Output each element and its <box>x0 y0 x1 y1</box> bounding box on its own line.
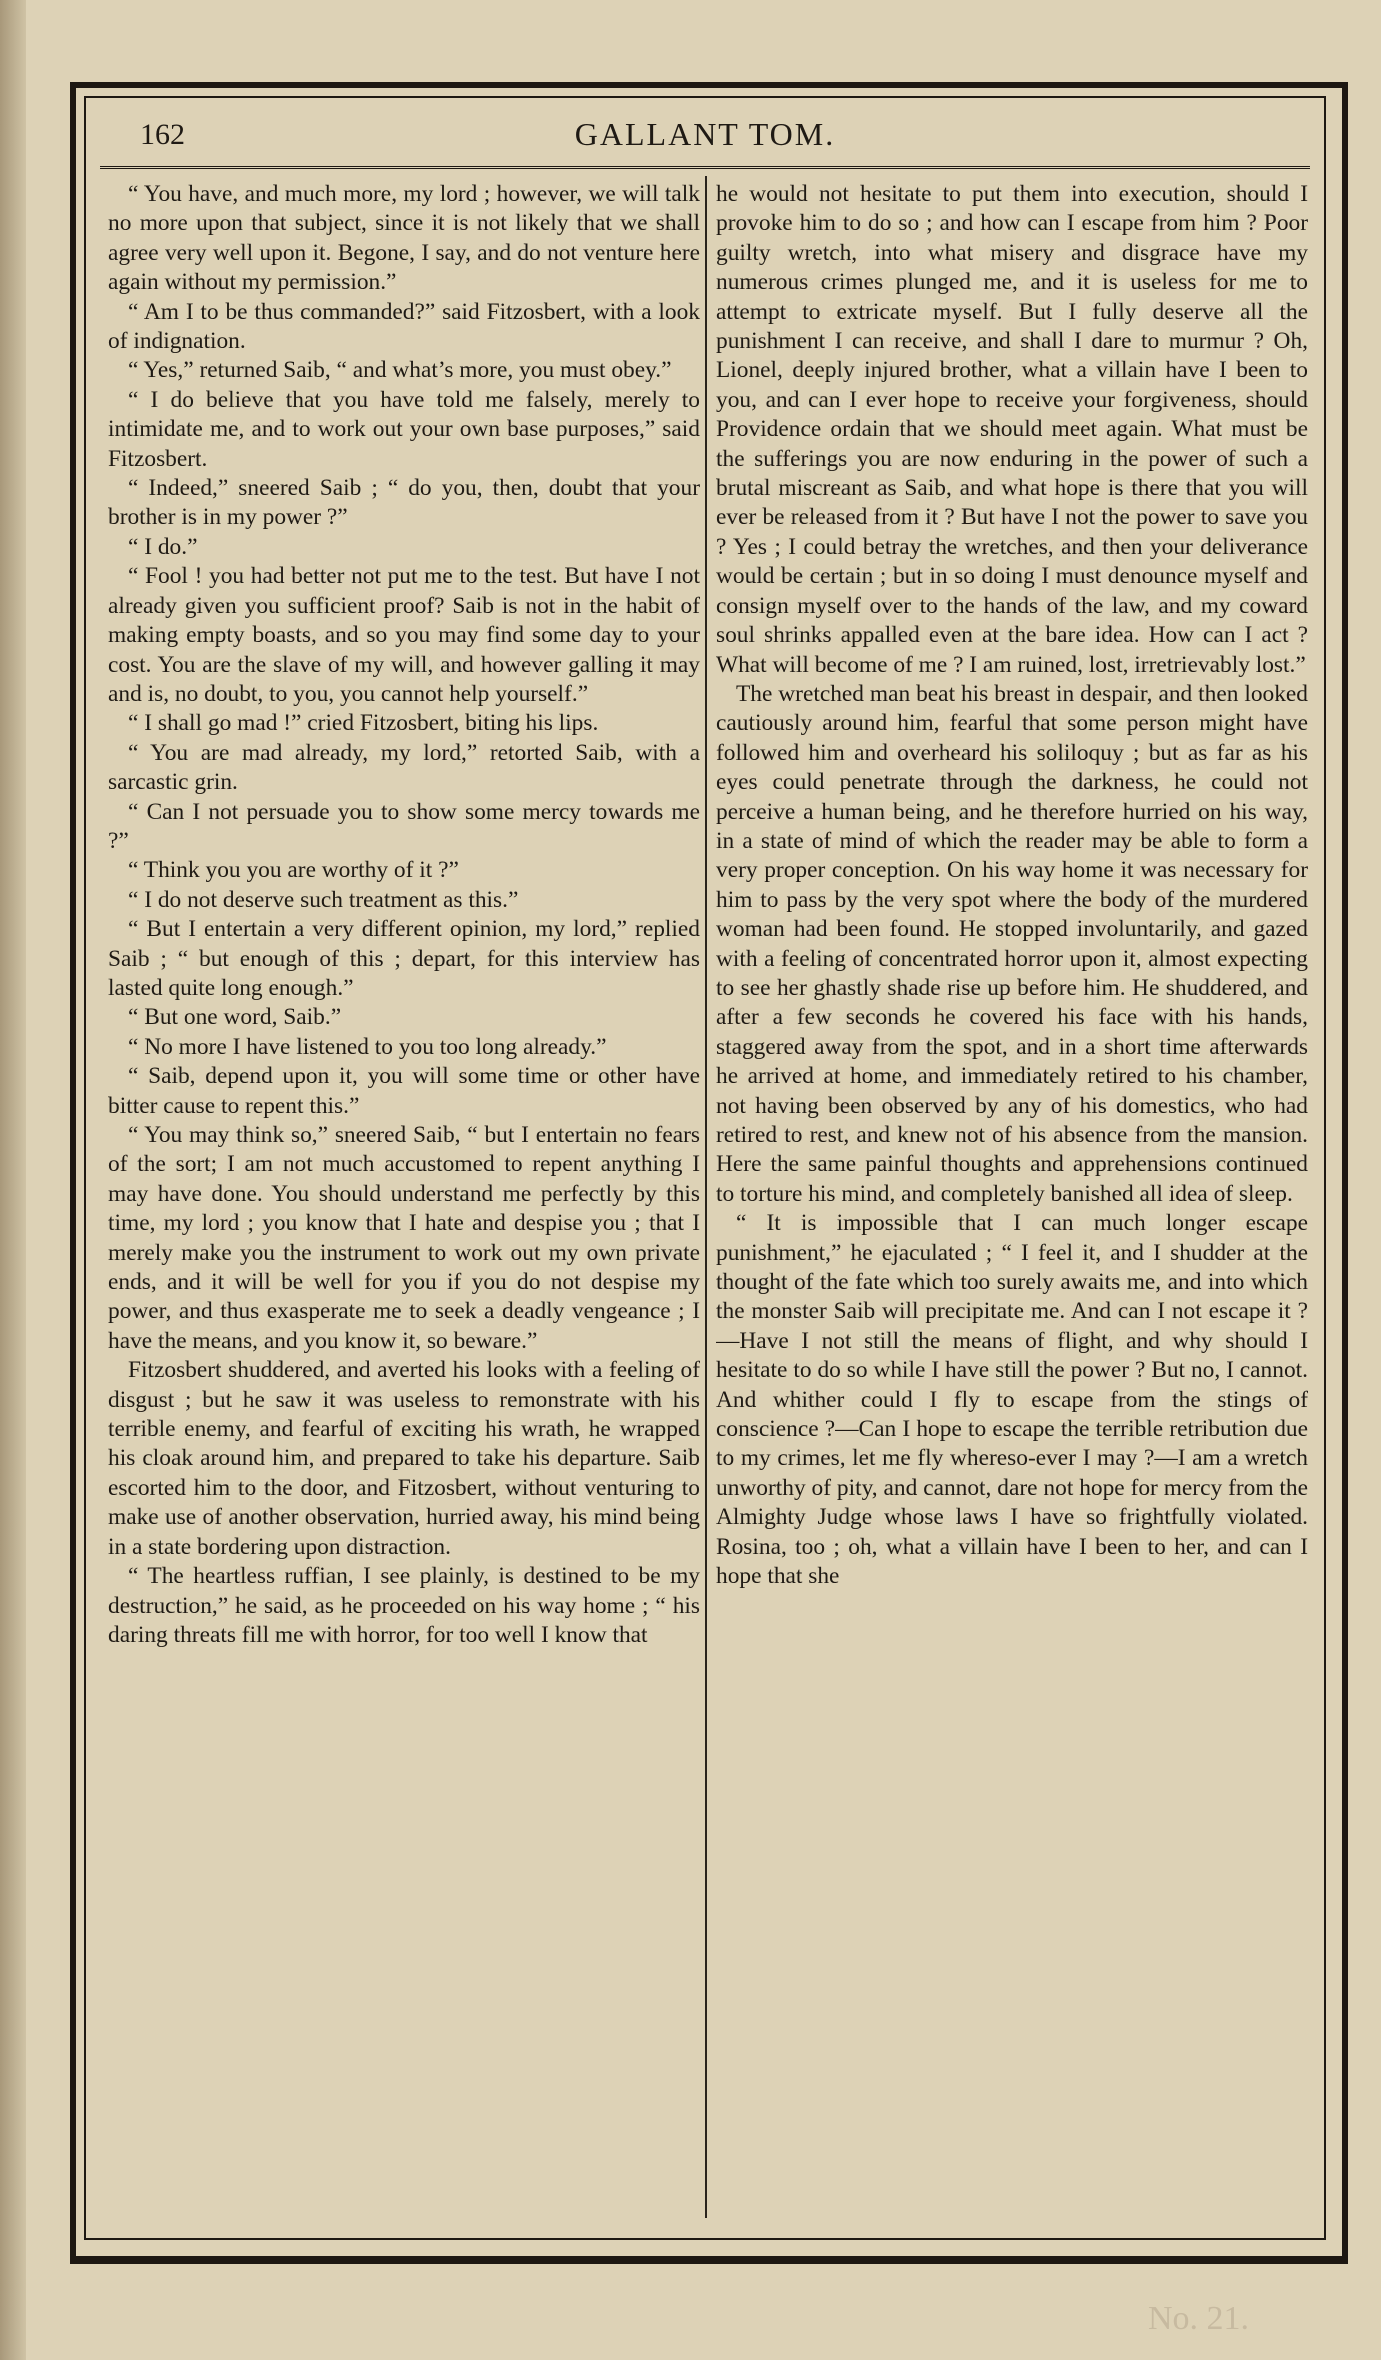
faded-stamp: No. 21. <box>1148 2300 1250 2337</box>
paragraph: “ You are mad already, my lord,” retorted Saib, with a sarcastic grin. <box>108 739 700 796</box>
paragraph: “ Am I to be thus commanded?” said Fitzosbert, with a look of indignation. <box>108 298 700 355</box>
running-head: GALLANT TOM. <box>574 116 836 152</box>
book-spine-edge <box>0 0 26 2360</box>
paragraph: “ But I entertain a very different opinion, my lord,” replied Saib ; “ but enough of this ; depart, for this interview has lasted quite long enough.” <box>108 916 700 1001</box>
page-header <box>100 112 1310 169</box>
text-column-left <box>108 180 700 2210</box>
paragraph: “ You may think so,” sneered Saib, “ but I entertain no fears of the sort; I am not much accustomed to repent anything I may have done. You should understand me perfectly by this time, my lord ; you know that I hate and despise you ; that I merely make you the instrument to work out my own private ends, and it will be well for you if you do not despise my power, and thus exasperate me to seek a deadly vengeance ; I have the means, and you know it, so beware.” <box>108 1122 700 1354</box>
paragraph: “ Yes,” returned Saib, “ and what’s more, you must obey.” <box>128 357 672 384</box>
footer-rule <box>70 2262 1348 2264</box>
paragraph: “ Fool ! you had better not put me to the test. But have I not already given you sufficient proof? Saib is not in the habit of making empty boasts, and so you may find some day to your cost. You are the slave of my will, and however galling it may and is, no doubt, to you, you cannot help yourself.” <box>108 563 700 707</box>
paragraph: “ Indeed,” sneered Saib ; “ do you, then, doubt that your brother is in my power ?” <box>108 475 700 531</box>
paragraph: “ But one word, Saib.” <box>128 1004 342 1031</box>
paragraph: “ I do.” <box>128 533 198 560</box>
paragraph: “ You have, and much more, my lord ; however, we will talk no more upon that subject, since it is not likely that we shall agree very well upon it. Begone, I say, and do not venture here again without my permission.” <box>108 181 700 296</box>
paragraph: “ The heartless ruffian, I see plainly, is destined to be my destruction,” he said, as he proceeded on his way home ; “ his daring threats fill me with horror, for too well I know that <box>108 1563 700 1648</box>
paragraph: The wretched man beat his breast in despair, and then looked cautiously around him, fearful that some person might have followed him and overheard his soliloquy ; but as far as his eyes could penetrate through the darkness, he could not perceive a human being, and he therefore hurried on his way, in a state of mind of which the reader may be able to form a very proper conception. On his way home it was necessary for him to pass by the very spot where the body of the murdered woman had been found. He stopped involuntarily, and gazed with a feeling of concentrated horror upon it, almost expecting to see her ghastly shade rise up before him. He shuddered, and after a few seconds he covered his face with his hands, staggered away from the spot, and in a short time afterwards he arrived at home, and immediately retired to his chamber, not having been observed by any of his domestics, who had retired to rest, and knew not of his absence from the mansion. Here the same painful thoughts and apprehensions continued to torture his mind, and completely banished all idea of sleep. <box>716 680 1308 1207</box>
paragraph: “ I shall go mad !” cried Fitzosbert, biting his lips. <box>128 710 599 737</box>
paragraph: “ I do not deserve such treatment as this.” <box>128 886 519 913</box>
paragraph: “ Can I not persuade you to show some mercy towards me ?” <box>108 798 700 854</box>
paragraph: “ No more I have listened to you too long already.” <box>128 1033 607 1060</box>
paragraph: Fitzosbert shuddered, and averted his looks with a feeling of disgust ; but he saw it was useless to remonstrate with his terrible enemy, and fearful of exciting his wrath, he wrapped his cloak around him, and prepared to take his departure. Saib escorted him to the door, and Fitzosbert, without venturing to make use of another observation, hurried away, his mind being in a state bordering upon distraction. <box>108 1357 700 1560</box>
paragraph: “ Think you you are worthy of it ?” <box>128 857 459 884</box>
text-column-right <box>716 180 1308 2210</box>
paragraph: he would not hesitate to put them into execution, should I provoke him to do so ; and how can I escape from him ? Poor guilty wretch, into what misery and disgrace have my numerous crimes plunged me, and it is useless for me to attempt to extricate myself. But I fully deserve all the punishment I can receive, and shall I dare to murmur ? Oh, Lionel, deeply injured brother, what a villain have I been to you, and can I ever hope to receive your forgiveness, should Providence ordain that we should meet again. What must be the sufferings you are now enduring in the power of such a brutal miscreant as Saib, and what hope is there that you will ever be released from it ? But have I not the power to save you ? Yes ; I could betray the wretches, and then your deliverance would be certain ; but in so doing I must denounce myself and consign myself over to the hands of the law, and my coward soul shrinks appalled even at the bare idea. How can I act ? What will become of me ? I am ruined, lost, irretrievably lost.” <box>716 181 1308 678</box>
column-divider <box>705 176 707 2218</box>
paragraph: “ Saib, depend upon it, you will some time or other have bitter cause to repent this.” <box>108 1063 700 1119</box>
paragraph: “ I do believe that you have told me falsely, merely to intimidate me, and to work out your own base purposes,” said Fitzosbert. <box>108 386 700 472</box>
page-number: 162 <box>140 118 185 151</box>
paragraph: “ It is impossible that I can much longer escape punishment,” he ejaculated ; “ I feel it, and I shudder at the thought of the fate which too surely awaits me, and into which the monster Saib will precipitate me. And can I not escape it ?—Have I not still the means of flight, and why should I hesitate to do so while I have still the power ? But no, I cannot. And whither could I fly to escape from the stings of conscience ?—Can I hope to escape the terrible retribution due to my crimes, let me fly whereso-ever I may ?—I am a wretch unworthy of pity, and cannot, dare not hope for mercy from the Almighty Judge whose laws I have so frightfully violated. Rosina, too ; oh, what a villain have I been to her, and can I hope that she <box>716 1210 1308 1590</box>
